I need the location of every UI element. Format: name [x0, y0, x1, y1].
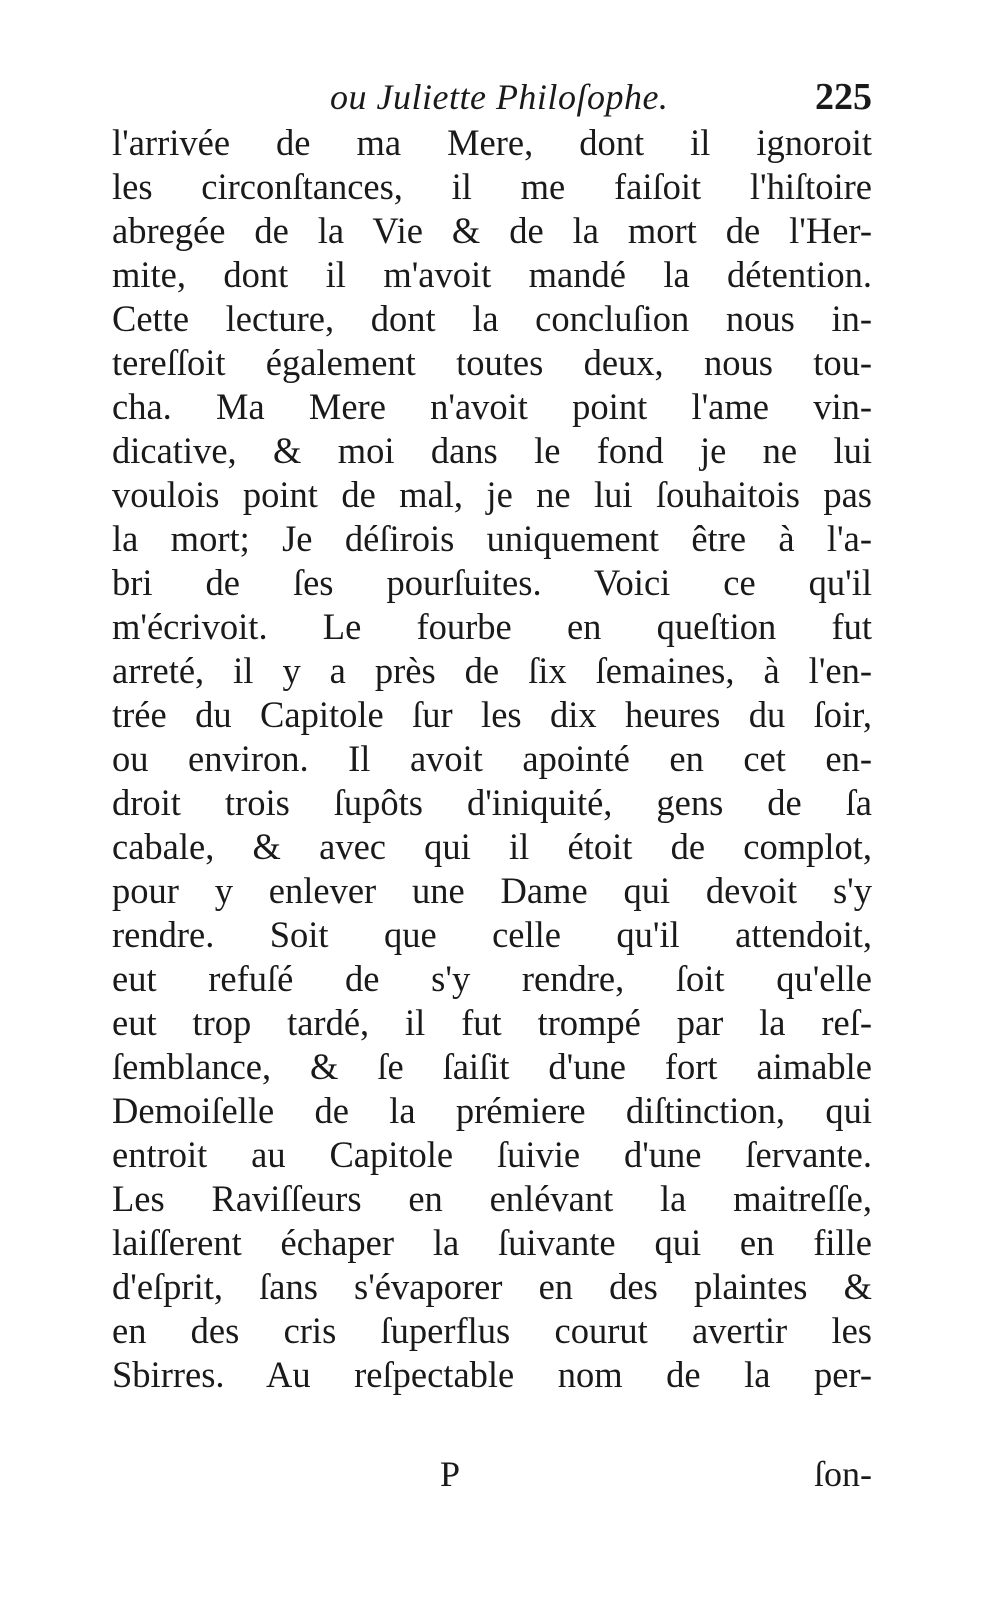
text-line: mite, dont il m'avoit mandé la détention. [112, 254, 872, 295]
text-line: entroit au Capitole ſuivie d'une ſervante. [112, 1134, 872, 1175]
text-line: l'arrivée de ma Mere, dont il ignoroit [112, 122, 872, 163]
text-line: d'eſprit, ſans s'évaporer en des plaintes & [112, 1266, 872, 1307]
body-text [112, 121, 872, 1397]
text-line: cha. Ma Mere n'avoit point l'ame vin- [112, 386, 872, 427]
text-line: Demoiſelle de la prémiere diſtinction, qui [112, 1090, 872, 1131]
text-line: la mort; Je déſirois uniquement être à l'a- [112, 518, 872, 559]
text-line: les circonſtances, il me faiſoit l'hiſtoire [112, 166, 872, 207]
running-head [112, 72, 872, 122]
text-line: trée du Capitole ſur les dix heures du ſoir, [112, 694, 872, 735]
text-line: pour y enlever une Dame qui devoit s'y [112, 870, 872, 911]
text-line: abregée de la Vie & de la mort de l'Her- [112, 210, 872, 251]
page-footer [112, 1452, 872, 1496]
text-line: en des cris ſuperflus courut avertir les [112, 1310, 872, 1351]
text-line: droit trois ſupôts d'iniquité, gens de ſa [112, 782, 872, 823]
page-number: 225 [815, 76, 872, 118]
text-line: Sbirres. Au reſpectable nom de la per- [112, 1354, 872, 1395]
text-line: m'écrivoit. Le fourbe en queſtion fut [112, 606, 872, 647]
signature-mark: P [440, 1454, 461, 1494]
text-line: eut refuſé de s'y rendre, ſoit qu'elle [112, 958, 872, 999]
text-line: ſemblance, & ſe ſaiſit d'une fort aimable [112, 1046, 872, 1087]
text-line: Les Raviſſeurs en enlévant la maitreſſe, [112, 1178, 872, 1219]
text-line: cabale, & avec qui il étoit de complot, [112, 826, 872, 867]
running-title: ou Juliette Philoſophe. [330, 77, 669, 117]
text-line: ou environ. Il avoit apointé en cet en- [112, 738, 872, 779]
text-line: eut trop tardé, il fut trompé par la reſ- [112, 1002, 872, 1043]
text-line: rendre. Soit que celle qu'il attendoit, [112, 914, 872, 955]
text-line: Cette lecture, dont la concluſion nous in- [112, 298, 872, 339]
text-line: arreté, il y a près de ſix ſemaines, à l'en- [112, 650, 872, 691]
catchword: ſon- [814, 1454, 872, 1494]
text-line: laiſſerent échaper la ſuivante qui en fille [112, 1222, 872, 1263]
text-line: tereſſoit également toutes deux, nous tou- [112, 342, 872, 383]
text-line: bri de ſes pourſuites. Voici ce qu'il [112, 562, 872, 603]
text-line: dicative, & moi dans le fond je ne lui [112, 430, 872, 471]
text-line: voulois point de mal, je ne lui ſouhaitois pas [112, 474, 872, 515]
